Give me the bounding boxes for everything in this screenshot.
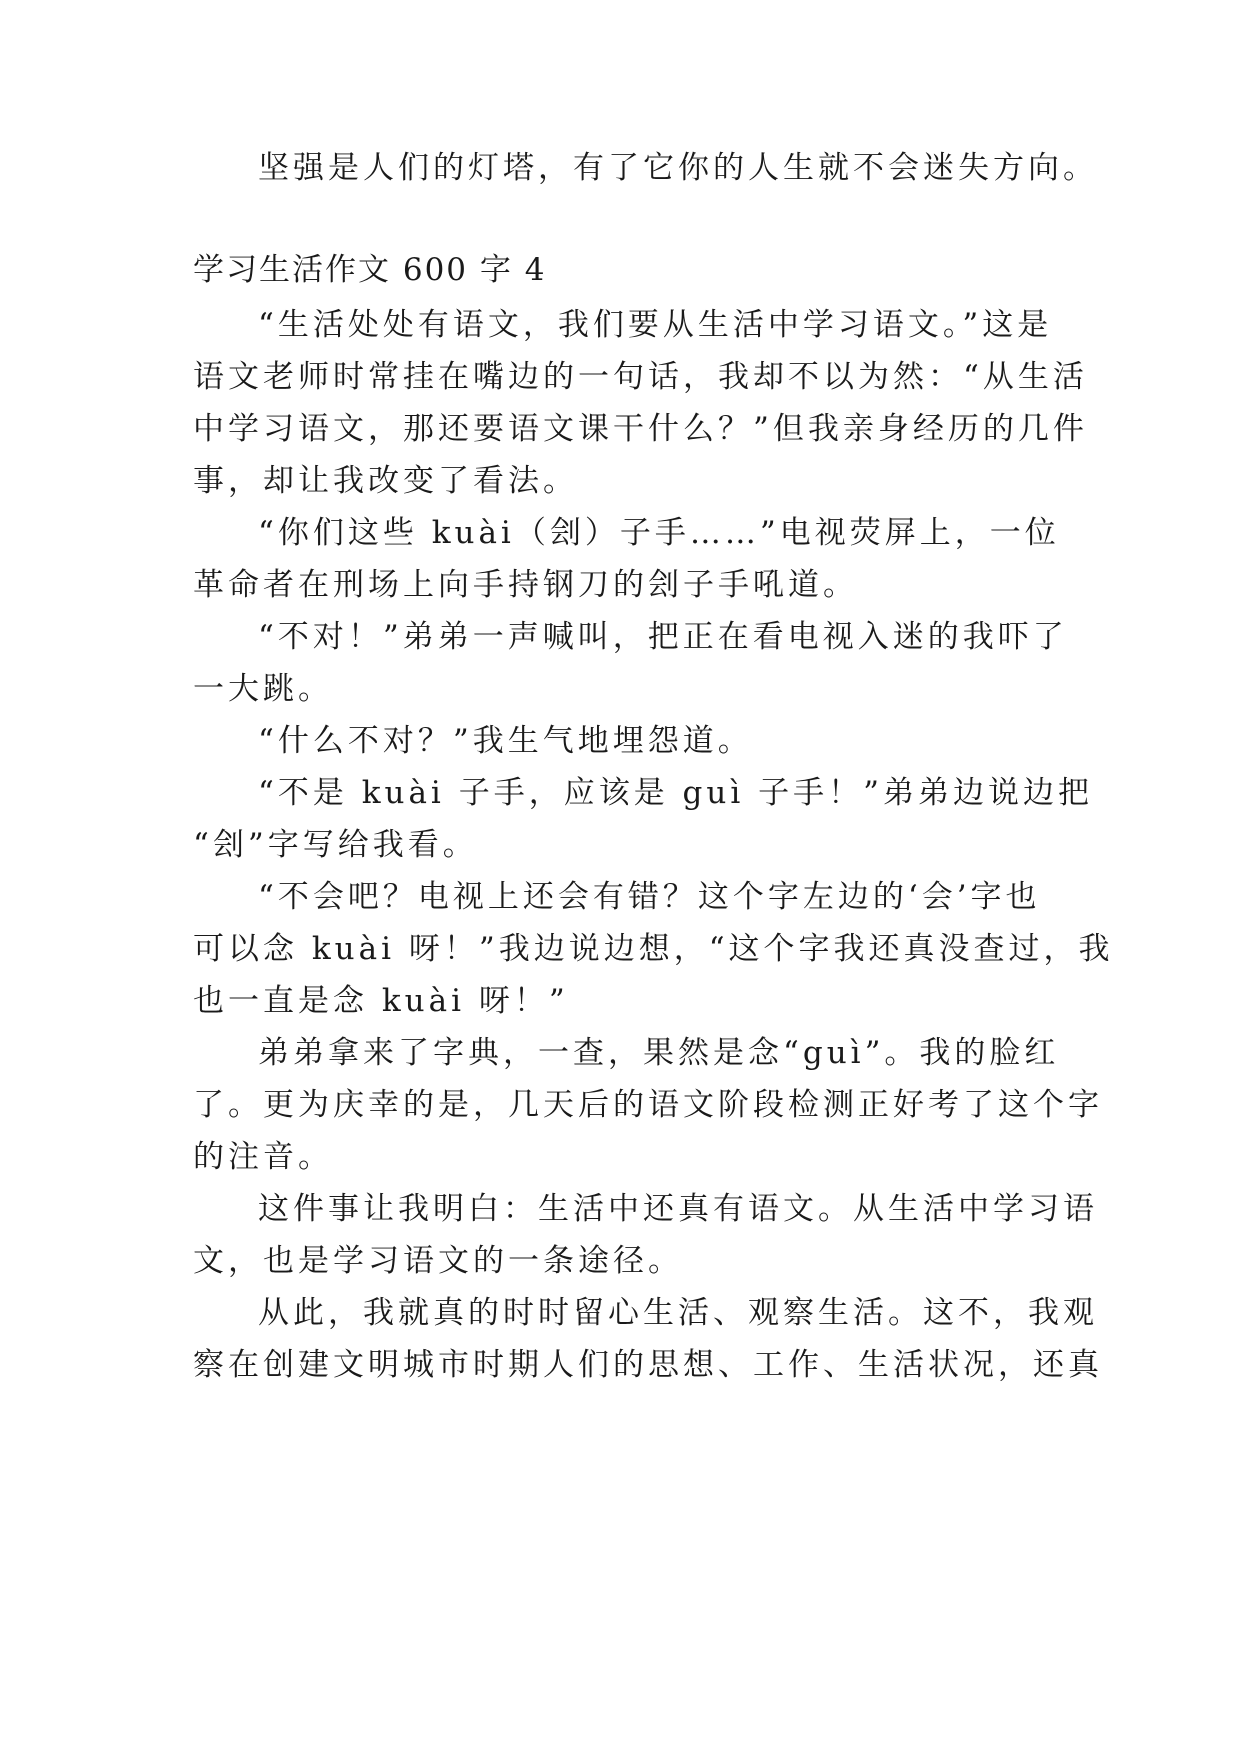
- paragraph-line: “不是 kuài 子手，应该是 guì 子手！”弟弟边说边把: [258, 775, 1093, 811]
- paragraph-line: 弟弟拿来了字典，一查，果然是念“guì”。我的脸红: [258, 1035, 1060, 1071]
- paragraph-line: “不对！”弟弟一声喊叫，把正在看电视入迷的我吓了: [258, 619, 1068, 655]
- paragraph-line: “生活处处有语文，我们要从生活中学习语文。”这是: [258, 307, 1053, 343]
- paragraph-line: “刽”字写给我看。: [193, 827, 478, 863]
- paragraph-line: 从此，我就真的时时留心生活、观察生活。这不，我观: [258, 1295, 1098, 1331]
- paragraph-line: “什么不对？”我生气地埋怨道。: [258, 723, 753, 759]
- paragraph-line: 的注音。: [193, 1139, 333, 1175]
- paragraph-line: 革命者在刑场上向手持钢刀的刽子手吼道。: [193, 567, 858, 603]
- paragraph-line: 坚强是人们的灯塔，有了它你的人生就不会迷失方向。: [258, 150, 1098, 186]
- paragraph-line: 中学习语文，那还要语文课干什么？”但我亲身经历的几件: [193, 411, 1088, 447]
- paragraph-line: 这件事让我明白：生活中还真有语文。从生活中学习语: [258, 1191, 1098, 1227]
- paragraph-line: 了。更为庆幸的是，几天后的语文阶段检测正好考了这个字: [193, 1087, 1103, 1123]
- paragraph-line: 语文老师时常挂在嘴边的一句话，我却不以为然：“从生活: [193, 359, 1088, 395]
- section-heading: 学习生活作文 600 字 4: [193, 252, 547, 288]
- paragraph-line: 可以念 kuài 呀！”我边说边想，“这个字我还真没查过，我: [193, 931, 1114, 967]
- paragraph-line: 事，却让我改变了看法。: [193, 463, 578, 499]
- paragraph-line: “不会吧？电视上还会有错？这个字左边的‘会’字也: [258, 879, 1041, 915]
- paragraph-line: 察在创建文明城市时期人们的思想、工作、生活状况，还真: [193, 1347, 1103, 1383]
- paragraph-line: 文，也是学习语文的一条途径。: [193, 1243, 683, 1279]
- paragraph-line: “你们这些 kuài（刽）子手……”电视荧屏上，一位: [258, 515, 1060, 551]
- paragraph-line: 一大跳。: [193, 671, 333, 707]
- paragraph-line: 也一直是念 kuài 呀！”: [193, 983, 569, 1019]
